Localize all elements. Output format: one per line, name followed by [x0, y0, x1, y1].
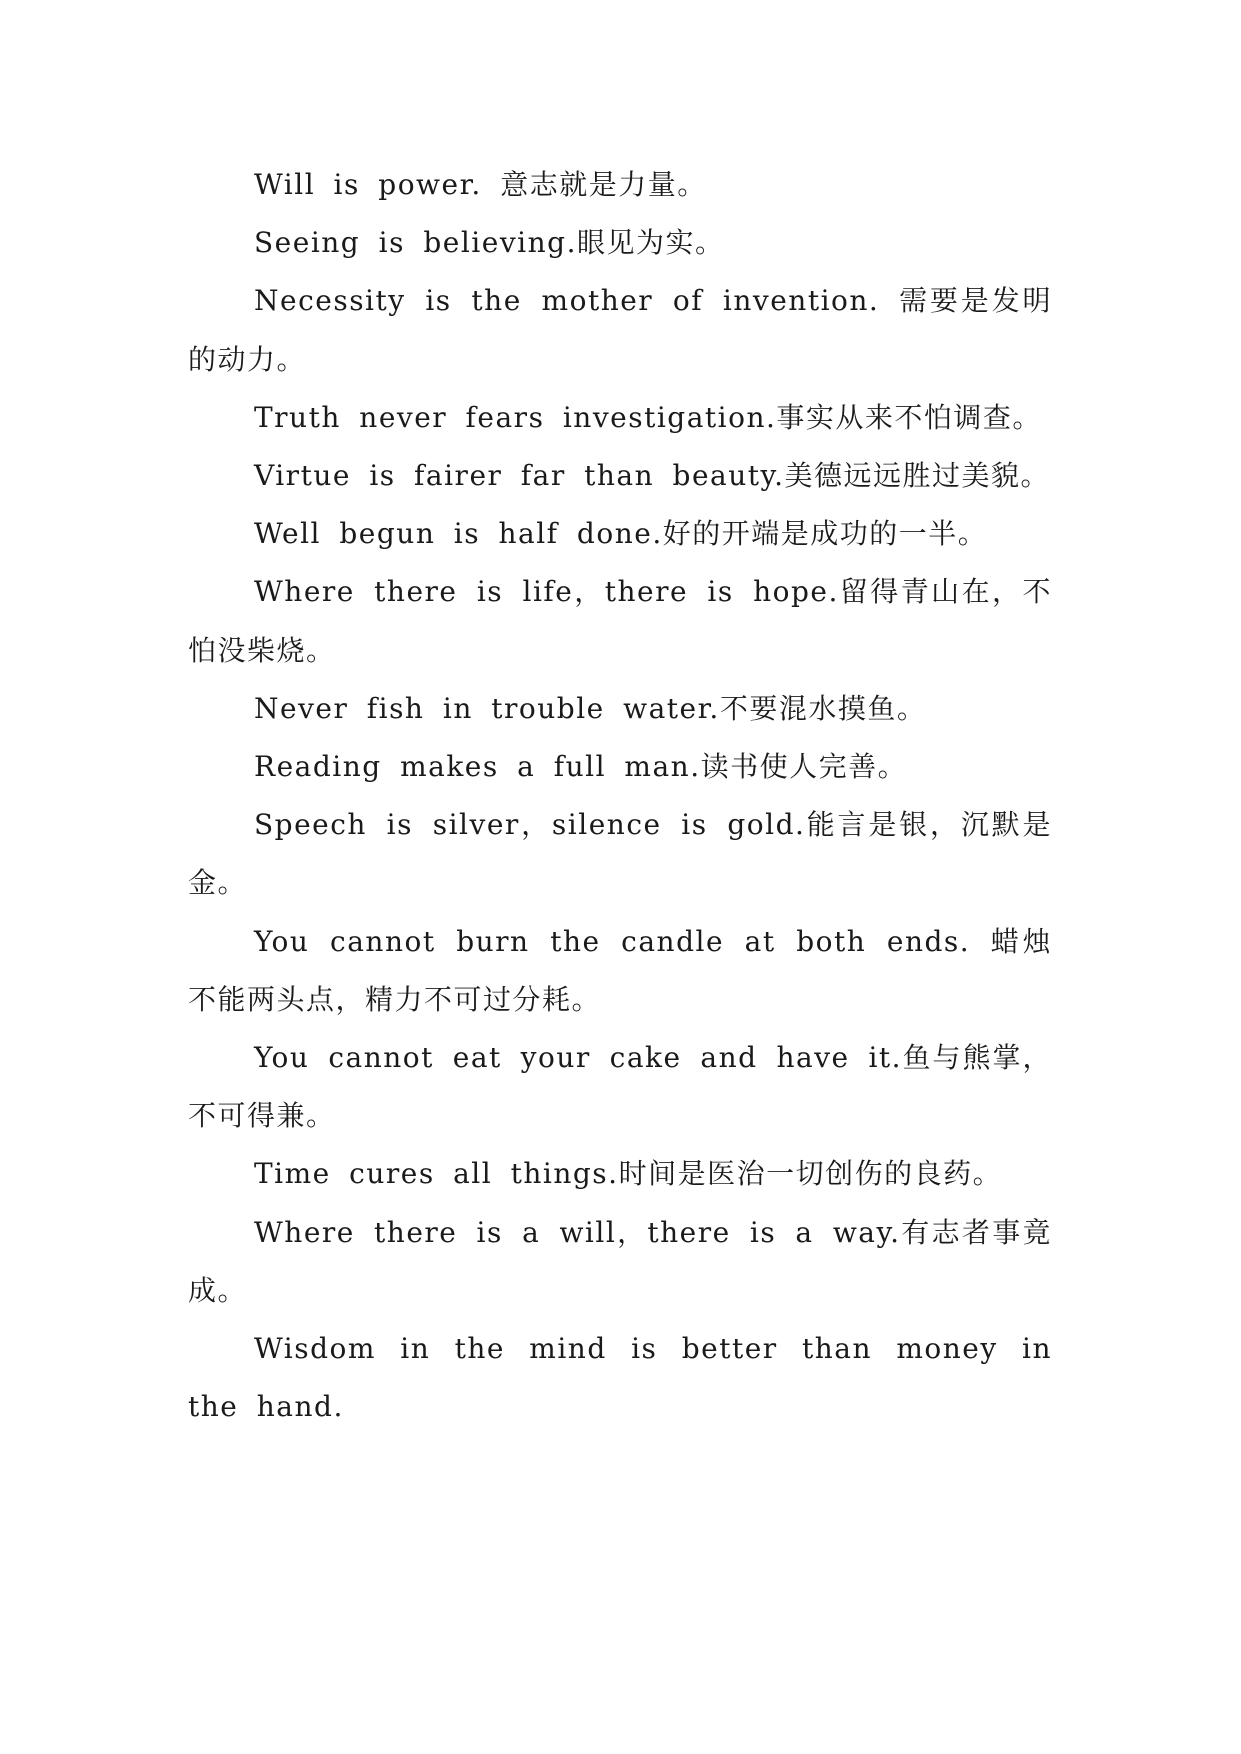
proverb-paragraph: Never fish in trouble water.不要混水摸鱼。	[254, 691, 927, 725]
proverb-paragraph: Wisdom in the mind is better than money in the hand.	[188, 1332, 1052, 1424]
proverb-paragraph: You cannot eat your cake and have it.鱼与熊掌，不可得兼。	[188, 1041, 1052, 1133]
proverb-paragraph: Where there is a will，there is a way.有志者事竟成。	[188, 1215, 1052, 1307]
proverb-paragraph: Truth never fears investigation.事实从来不怕调查。	[254, 400, 1042, 434]
proverb-paragraph: Where there is life，there is hope.留得青山在，不怕没柴烧。	[188, 575, 1052, 667]
proverb-paragraph: Well begun is half done.好的开端是成功的一半。	[254, 517, 988, 551]
proverb-paragraph: You cannot burn the candle at both ends. 蜡烛不能两头点，精力不可过分耗。	[188, 924, 1052, 1016]
proverb-paragraph: Time cures all things.时间是医治一切创伤的良药。	[254, 1157, 1003, 1191]
proverb-paragraph: Will is power. 意志就是力量。	[254, 168, 707, 201]
proverb-paragraph: Reading makes a full man.读书使人完善。	[254, 750, 908, 784]
proverb-paragraph: Seeing is believing.眼见为实。	[254, 226, 725, 260]
proverb-paragraph: Necessity is the mother of invention. 需要是发明的动力。	[188, 284, 1052, 376]
document-page	[188, 156, 1052, 1436]
proverb-paragraph: Speech is silver，silence is gold.能言是银，沉默是金。	[188, 808, 1052, 900]
proverb-paragraph: Virtue is fairer far than beauty.美德远远胜过美貌。	[254, 459, 1051, 493]
